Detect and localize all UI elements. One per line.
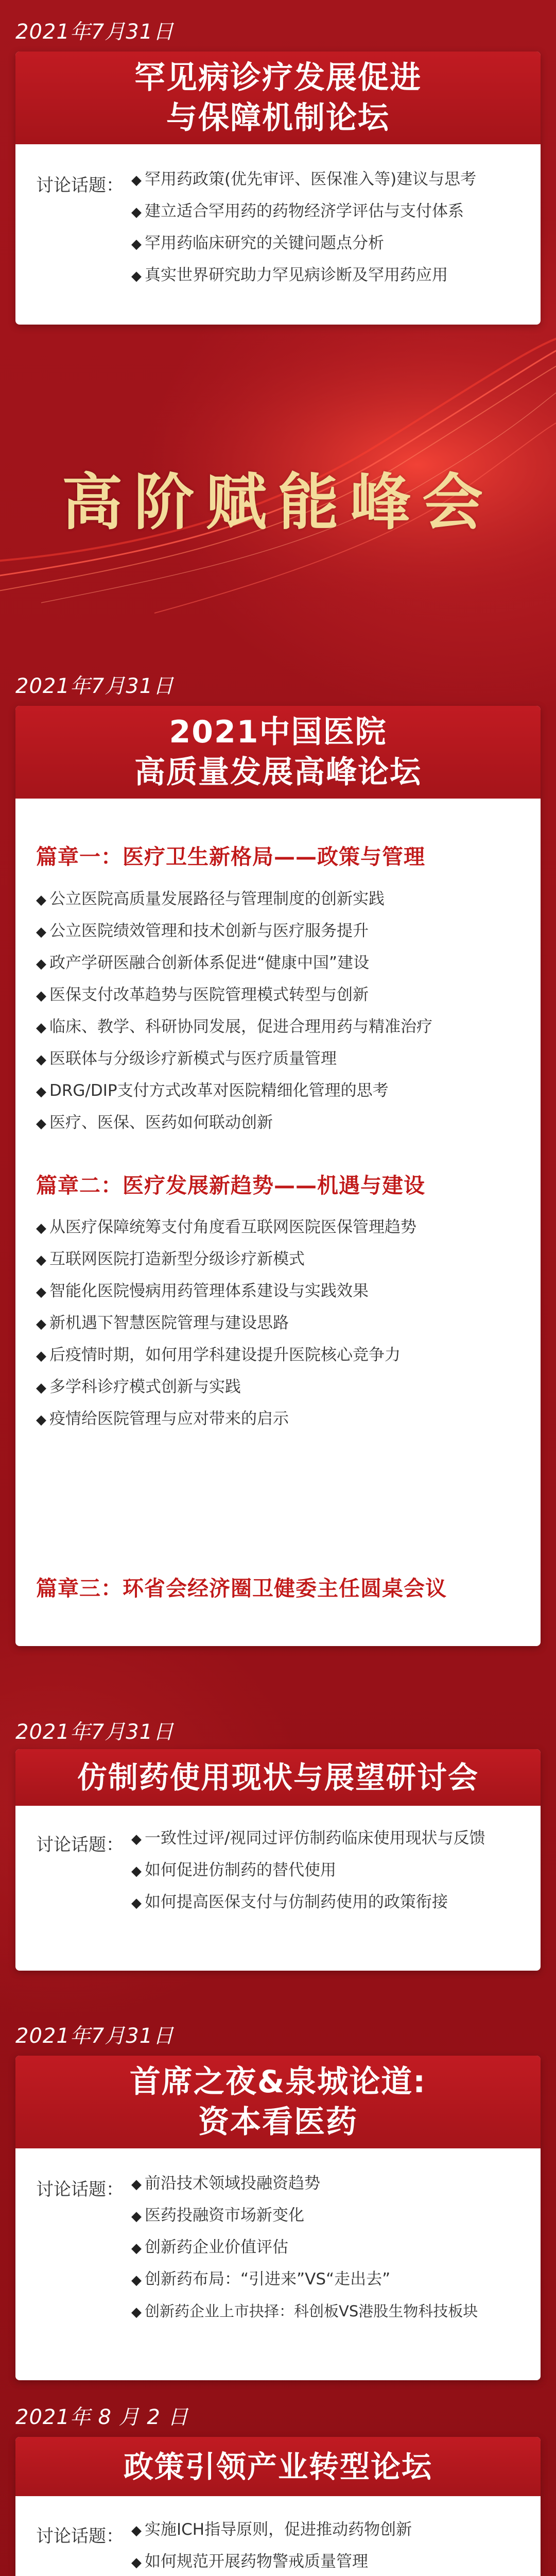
list-item: ◆ 医保支付改革趋势与医院管理模式转型与创新: [36, 986, 369, 1004]
diamond-bullet-icon: ◆: [131, 1863, 142, 1879]
diamond-bullet-icon: ◆: [36, 892, 46, 908]
hero-title: 高阶赋能峰会: [61, 466, 494, 538]
diamond-bullet-icon: ◆: [36, 988, 46, 1004]
forum-title-banner: [15, 706, 541, 799]
topics-list: [131, 2514, 432, 2576]
forum-title-banner: [15, 1749, 541, 1806]
diamond-bullet-icon: ◆: [131, 1832, 142, 1847]
list-item: ◆ 后疫情时期，如何用学科建设提升医院核心竞争力: [36, 1346, 401, 1364]
diamond-bullet-icon: ◆: [36, 1252, 46, 1268]
diamond-bullet-icon: ◆: [36, 1116, 46, 1131]
diamond-bullet-icon: ◆: [36, 1412, 46, 1428]
diamond-bullet-icon: ◆: [36, 1284, 46, 1300]
diamond-bullet-icon: ◆: [131, 2241, 142, 2256]
list-item: ◆ 创新药企业上市抉择：科创板VS港股生物科技板块: [131, 2302, 478, 2320]
topics-label: 讨论话题：: [36, 2526, 124, 2547]
list-item: ◆ 创新药布局：“引进来”VS“走出去”: [131, 2270, 391, 2289]
chapter-heading-3: 篇章三：环省会经济圈卫健委主任圆桌会议: [36, 1576, 447, 1601]
diamond-bullet-icon: ◆: [131, 2273, 142, 2288]
forum-title-line-2: 资本看医药: [198, 2104, 358, 2140]
list-item: ◆ 一致性过评/视同过评仿制药临床使用现状与反馈: [131, 1829, 485, 1848]
forum-title-line-1: 仿制药使用现状与展望研讨会: [77, 1760, 479, 1795]
forum-title-line-1: 罕见病诊疗发展促进: [134, 60, 422, 96]
forum-date: 2021年 8 月 2 日: [15, 2405, 189, 2429]
forum-title-line-2: 与保障机制论坛: [166, 100, 390, 136]
topics-list: [131, 1823, 485, 1919]
forum-title-line-2: 高质量发展高峰论坛: [134, 754, 422, 790]
diamond-bullet-icon: ◆: [36, 956, 46, 972]
diamond-bullet-icon: ◆: [131, 2523, 142, 2538]
diamond-bullet-icon: ◆: [36, 1316, 46, 1332]
list-item: ◆ 如何促进仿制药的替代使用: [131, 1861, 336, 1879]
diamond-bullet-icon: ◆: [131, 2555, 142, 2570]
list-item: ◆ 智能化医院慢病用药管理体系建设与实践效果: [36, 1282, 369, 1300]
topics-label: 讨论话题：: [36, 175, 124, 196]
diamond-bullet-icon: ◆: [36, 1084, 46, 1099]
chapter-heading-2: 篇章二：医疗发展新趋势——机遇与建设: [36, 1173, 425, 1198]
list-item: ◆ 新机遇下智慧医院管理与建设思路: [36, 1314, 289, 1332]
list-item: ◆ 医疗、医保、医药如何联动创新: [36, 1113, 273, 1132]
list-item: ◆ 前沿技术领域投融资趋势: [131, 2174, 320, 2193]
list-item: ◆ 罕用药政策(优先审评、医保准入等)建议与思考: [131, 170, 477, 189]
diamond-bullet-icon: ◆: [131, 2304, 142, 2320]
list-item: ◆ 互联网医院打造新型分级诊疗新模式: [36, 1250, 305, 1268]
forum-card: [15, 706, 541, 1646]
forum-card: [15, 2437, 541, 2576]
forum-date: 2021年7月31日: [15, 1720, 175, 1744]
diamond-bullet-icon: ◆: [131, 173, 142, 188]
diamond-bullet-icon: ◆: [131, 1895, 142, 1911]
forum-card: [15, 2056, 541, 2380]
diamond-bullet-icon: ◆: [131, 205, 142, 220]
forum-date: 2021年7月31日: [15, 674, 175, 698]
forum-title-line-1: 政策引领产业转型论坛: [123, 2449, 432, 2484]
list-item: ◆ 公立医院高质量发展路径与管理制度的创新实践: [36, 890, 385, 908]
forum-title-banner: [15, 2056, 541, 2148]
topics-label: 讨论话题：: [36, 1835, 124, 1855]
list-item: ◆ 如何规范开展药物警戒质量管理: [131, 2552, 368, 2571]
list-item: ◆ 从医疗保障统筹支付角度看互联网医院医保管理趋势: [36, 1218, 416, 1236]
list-item: ◆ DRG/DIP支付方式改革对医院精细化管理的思考: [36, 1081, 389, 1100]
forum-date: 2021年7月31日: [15, 2024, 175, 2048]
forum-title-line-1: 2021中国医院: [169, 714, 387, 750]
forum-title-banner: [15, 2437, 541, 2496]
list-item: ◆ 公立医院绩效管理和技术创新与医疗服务提升: [36, 922, 369, 940]
list-item: ◆ 医联体与分级诊疗新模式与医疗质量管理: [36, 1049, 337, 1068]
list-item: ◆ 如何提高医保支付与仿制药使用的政策衔接: [131, 1893, 448, 1911]
list-item: ◆ 多学科诊疗模式创新与实践: [36, 1378, 241, 1396]
diamond-bullet-icon: ◆: [36, 924, 46, 940]
forum-title-banner: [15, 52, 541, 144]
diamond-bullet-icon: ◆: [36, 1380, 46, 1396]
diamond-bullet-icon: ◆: [36, 1052, 46, 1067]
list-item: ◆ 罕用药临床研究的关键问题点分析: [131, 234, 384, 252]
list-item: ◆ 医药投融资市场新变化: [131, 2206, 304, 2225]
forum-card: [15, 52, 541, 325]
list-item: ◆ 创新药企业价值评估: [131, 2238, 288, 2257]
diamond-bullet-icon: ◆: [131, 268, 142, 284]
list-item: ◆ 疫情给医院管理与应对带来的启示: [36, 1410, 289, 1428]
list-item: ◆ 实施ICH指导原则，促进推动药物创新: [131, 2520, 412, 2539]
forum-card: [15, 1749, 541, 1971]
diamond-bullet-icon: ◆: [36, 1020, 46, 1036]
chapter-heading-1: 篇章一：医疗卫生新格局——政策与管理: [36, 844, 425, 869]
chapter-1-list: [36, 884, 432, 1139]
list-item: ◆ 临床、教学、科研协同发展，促进合理用药与精准治疗: [36, 1018, 432, 1036]
diamond-bullet-icon: ◆: [131, 236, 142, 252]
list-item: ◆ 真实世界研究助力罕见病诊断及罕用药应用: [131, 266, 448, 284]
diamond-bullet-icon: ◆: [131, 2177, 142, 2192]
diamond-bullet-icon: ◆: [36, 1348, 46, 1364]
topics-list: [131, 2168, 478, 2328]
forum-date: 2021年7月31日: [15, 20, 175, 44]
forum-title-line-1: 首席之夜&泉城论道:: [129, 2064, 427, 2100]
list-item: ◆ 建立适合罕用药的药物经济学评估与支付体系: [131, 202, 464, 221]
topics-list: [131, 164, 476, 292]
list-item: ◆ 政产学研医融合创新体系促进“健康中国”建设: [36, 954, 370, 972]
topics-label: 讨论话题：: [36, 2179, 124, 2200]
diamond-bullet-icon: ◆: [36, 1221, 46, 1236]
chapter-2-list: [36, 1212, 416, 1435]
diamond-bullet-icon: ◆: [131, 2209, 142, 2224]
